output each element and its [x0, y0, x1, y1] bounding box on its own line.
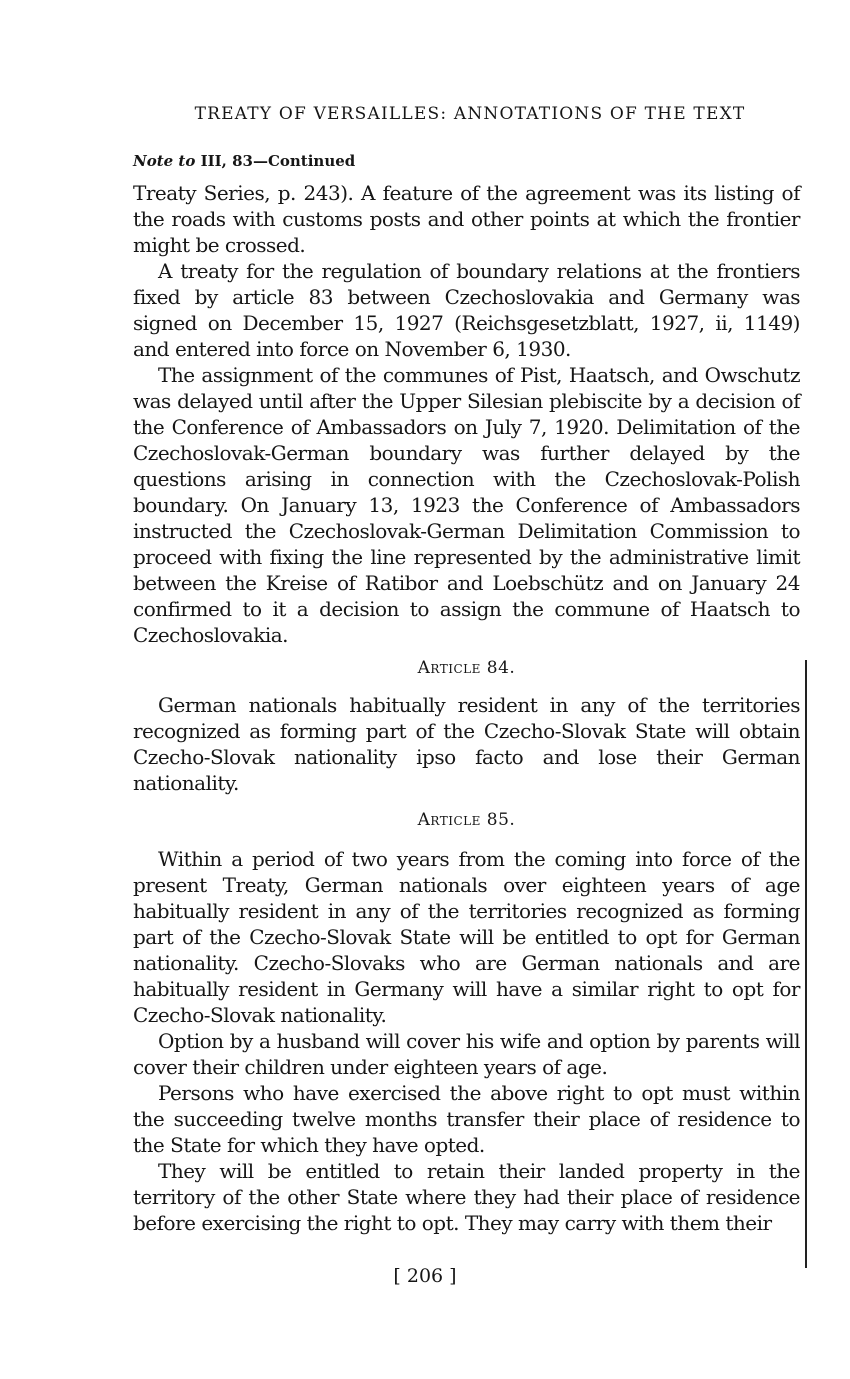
article-paragraph: They will be entitled to retain their landed property in the territory of the other State where they had their place of residence before exercising the right to opt. They may carry with them their	[133, 1159, 800, 1235]
article-paragraph: German nationals habitually resident in any of the territories recognized as forming part of the Czecho-Slovak State will obtain Czecho-Slovak nationality ipso facto and lose their German nationality.	[133, 693, 800, 795]
note-label-reference: III, 83—Continued	[200, 152, 356, 170]
margin-change-bar	[805, 660, 807, 1268]
running-header	[0, 104, 850, 124]
note-paragraph: Treaty Series, p. 243). A feature of the agreement was its listing of the roads with customs posts and other points at which the frontier might be crossed.	[133, 181, 800, 257]
article-paragraph: Within a period of two years from the coming into force of the present Treaty, German nationals over eighteen years of age habitually resident in any of the territories recognized as forming part of the Czecho-Slovak State will be entitled to opt for German nationality. Czecho-Slovaks who are German nationals and are habitually resident in Germany will have a similar right to opt for Czecho-Slovak nationality.	[133, 847, 800, 1027]
article-85-heading: Article 85.	[417, 810, 516, 830]
running-title: TREATY OF VERSAILLES: ANNOTATIONS OF THE TEXT	[194, 104, 746, 124]
page-number: [ 206 ]	[393, 1265, 457, 1287]
article-paragraph: Persons who have exercised the above right to opt must within the succeeding twelve months transfer their place of residence to the State for which they have opted.	[133, 1081, 800, 1157]
article-paragraph: Option by a husband will cover his wife and option by parents will cover their children under eighteen years of age.	[133, 1029, 800, 1079]
note-label	[133, 152, 355, 170]
note-paragraph: The assignment of the communes of Pist, Haatsch, and Owschutz was delayed until after the Upper Silesian plebiscite by a decision of the Conference of Ambassadors on July 7, 1920. Delimitation of the Czechoslovak-German boundary was further delayed by the questions arising in connection with the Czechoslovak-Polish boundary. On January 13, 1923 the Conference of Ambassadors instructed the Czechoslovak-German Delimitation Commission to proceed with fixing the line represented by the administrative limit between the Kreise of Ratibor and Loebschütz and on January 24 confirmed to it a decision to assign the commune of Haatsch to Czechoslovakia.	[133, 363, 800, 647]
note-label-italic: Note to	[133, 152, 196, 170]
note-body	[133, 180, 800, 648]
article-84-body	[133, 692, 800, 796]
note-paragraph: A treaty for the regulation of boundary relations at the frontiers fixed by article 83 between Czechoslovakia and Germany was signed on December 15, 1927 (Reichsgesetzblatt, 1927, ii, 1149) and entered into force on November 6, 1930.	[133, 259, 800, 361]
article-84-heading: Article 84.	[417, 658, 516, 678]
article-85-body	[133, 846, 800, 1236]
